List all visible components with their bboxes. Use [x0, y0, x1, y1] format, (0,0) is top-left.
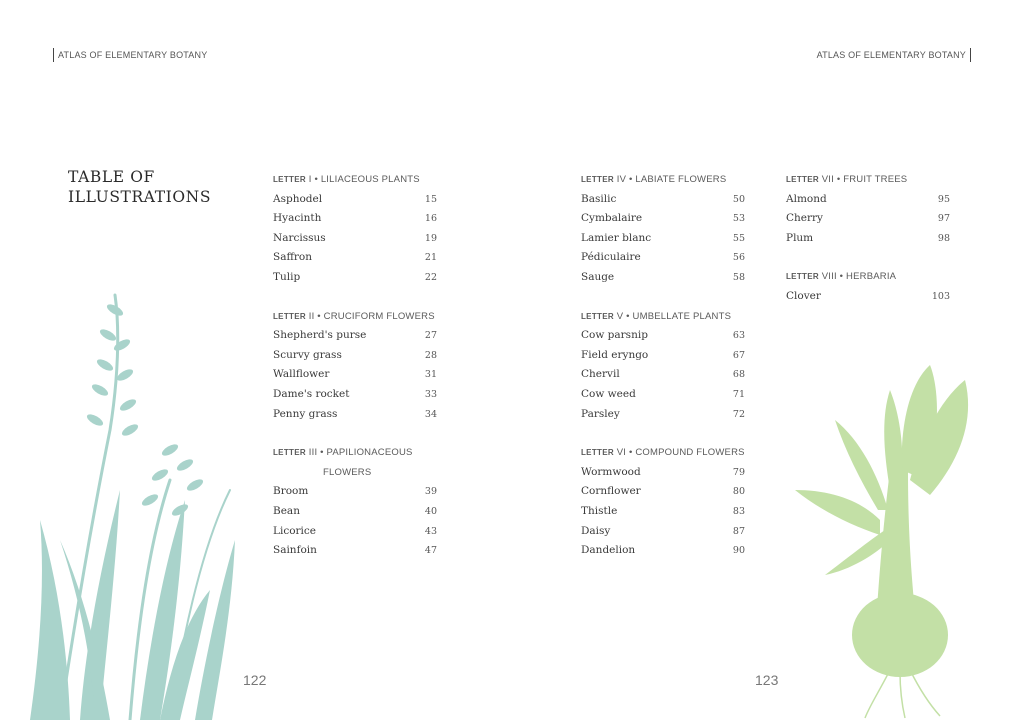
letter-numeral: V — [616, 310, 624, 322]
entry-name: Dandelion — [581, 544, 636, 557]
letter-numeral: I — [308, 174, 312, 185]
toc-entry[interactable] — [581, 482, 745, 502]
grass-spikelet — [140, 492, 160, 508]
toc-entry[interactable] — [786, 287, 950, 307]
entry-name: Thistle — [581, 504, 618, 517]
toc-section — [581, 443, 745, 561]
section-name: COMPOUND FLOWERS — [635, 447, 745, 459]
toc-column-3 — [786, 170, 950, 326]
running-head-right: ATLAS OF ELEMENTARY BOTANY — [817, 48, 971, 62]
entry-name: Penny grass — [273, 407, 338, 420]
toc-section — [273, 443, 437, 561]
grass-spikelet — [98, 327, 118, 343]
entry-name: Lamier blanc — [581, 231, 652, 244]
page-number-right: 123 — [755, 672, 779, 688]
entry-page-number: 27 — [424, 330, 437, 342]
entry-name: Cornflower — [581, 485, 641, 498]
letter-label: LETTER — [786, 175, 819, 184]
toc-column-2 — [581, 170, 745, 580]
entry-name: Almond — [786, 192, 827, 205]
entry-page-number: 21 — [424, 252, 437, 264]
letter-numeral: VII — [821, 174, 834, 185]
toc-entry[interactable] — [273, 326, 437, 346]
entry-name: Licorice — [273, 524, 317, 537]
entry-page-number: 71 — [732, 388, 745, 400]
section-heading: LETTER III • PAPILIONACEOUS FLOWERS — [273, 443, 437, 482]
toc-section — [581, 170, 745, 288]
section-name: CRUCIFORM FLOWERS — [323, 310, 435, 322]
grass-spikelet — [160, 442, 180, 458]
toc-section — [273, 170, 437, 288]
entry-page-number: 97 — [937, 213, 950, 225]
section-name: UMBELLATE PLANTS — [632, 310, 732, 322]
entry-page-number: 43 — [424, 525, 437, 537]
toc-entry[interactable] — [581, 405, 745, 425]
toc-entry[interactable] — [273, 482, 437, 502]
entry-name: Chervil — [581, 368, 620, 381]
section-heading: LETTER V • UMBELLATE PLANTS — [581, 310, 732, 322]
toc-entry[interactable] — [786, 229, 950, 249]
toc-entry[interactable] — [273, 541, 437, 561]
entry-page-number: 80 — [732, 486, 745, 498]
grass-spikelet — [185, 477, 205, 493]
entry-page-number: 31 — [424, 369, 437, 381]
entry-name: Cherry — [786, 212, 823, 225]
toc-entry[interactable] — [581, 502, 745, 522]
entry-page-number: 83 — [732, 505, 745, 517]
entry-name: Saffron — [273, 251, 313, 264]
page-title: TABLE OF ILLUSTRATIONS — [68, 168, 212, 206]
letter-label: LETTER — [581, 311, 614, 321]
section-heading: LETTER VIII • HERBARIA — [786, 271, 897, 283]
section-name-continued: FLOWERS — [323, 466, 372, 478]
entry-name: Asphodel — [273, 192, 323, 205]
entry-name: Bean — [273, 504, 300, 517]
toc-section — [273, 307, 437, 425]
entry-name: Scurvy grass — [273, 348, 342, 361]
toc-entry[interactable] — [581, 346, 745, 366]
entry-page-number: 103 — [931, 290, 950, 302]
toc-entry[interactable] — [273, 248, 437, 268]
toc-entry[interactable] — [273, 385, 437, 405]
toc-section — [786, 170, 950, 248]
entry-name: Clover — [786, 289, 821, 302]
entry-page-number: 68 — [732, 369, 745, 381]
letter-numeral: IV — [616, 174, 627, 185]
grass-spikelet — [175, 457, 195, 473]
entry-page-number: 53 — [732, 213, 745, 225]
section-name: FRUIT TREES — [843, 174, 908, 185]
entry-page-number: 58 — [732, 271, 745, 283]
letter-numeral: II — [308, 310, 315, 322]
section-heading: LETTER II • CRUCIFORM FLOWERS — [273, 310, 435, 322]
toc-entry[interactable] — [581, 541, 745, 561]
entry-page-number: 34 — [424, 408, 437, 420]
bulb-plant-illustration — [790, 360, 990, 720]
letter-label: LETTER — [786, 272, 819, 282]
toc-entry[interactable] — [273, 365, 437, 385]
toc-entry[interactable] — [273, 268, 437, 288]
grass-spikelet — [170, 502, 190, 518]
toc-entry[interactable] — [786, 209, 950, 229]
toc-entry[interactable] — [786, 190, 950, 210]
entry-page-number: 33 — [424, 388, 437, 400]
toc-entry[interactable] — [581, 229, 745, 249]
section-heading: LETTER IV • LABIATE FLOWERS — [581, 174, 727, 185]
section-name: LILIACEOUS PLANTS — [320, 174, 420, 185]
entry-page-number: 63 — [732, 330, 745, 342]
entry-name: Cymbalaire — [581, 212, 643, 225]
entry-name: Parsley — [581, 407, 620, 420]
entry-name: Shepherd's purse — [273, 329, 367, 342]
entry-page-number: 72 — [732, 408, 745, 420]
grass-spikelet — [90, 382, 110, 398]
entry-name: Dame's rocket — [273, 387, 350, 400]
toc-entry[interactable] — [273, 346, 437, 366]
entry-page-number: 50 — [732, 193, 745, 205]
entry-page-number: 55 — [732, 232, 745, 244]
toc-entry[interactable] — [581, 248, 745, 268]
entry-page-number: 56 — [732, 252, 745, 264]
toc-entry[interactable] — [581, 522, 745, 542]
entry-name: Field eryngo — [581, 348, 649, 361]
letter-label: LETTER — [273, 311, 306, 321]
entry-name: Narcissus — [273, 231, 326, 244]
entry-name: Wormwood — [581, 465, 641, 478]
section-name: LABIATE FLOWERS — [635, 174, 727, 185]
section-name: PAPILIONACEOUS — [326, 447, 413, 459]
toc-column-1 — [273, 170, 437, 580]
toc-entry[interactable] — [581, 268, 745, 288]
entry-page-number: 16 — [424, 213, 437, 225]
toc-section — [786, 267, 950, 306]
grass-illustration — [20, 290, 240, 720]
toc-section — [581, 307, 745, 425]
toc-entry[interactable] — [581, 326, 745, 346]
toc-entry[interactable] — [581, 365, 745, 385]
toc-entry[interactable] — [273, 190, 437, 210]
entry-page-number: 90 — [732, 545, 745, 557]
entry-page-number: 19 — [424, 232, 437, 244]
entry-page-number: 40 — [424, 505, 437, 517]
entry-name: Plum — [786, 231, 814, 244]
entry-page-number: 28 — [424, 349, 437, 361]
entry-name: Pédiculaire — [581, 251, 641, 264]
entry-name: Basilic — [581, 192, 617, 205]
toc-entry[interactable] — [273, 209, 437, 229]
entry-page-number: 47 — [424, 545, 437, 557]
section-heading: LETTER VII • FRUIT TREES — [786, 174, 908, 185]
letter-label: LETTER — [581, 448, 614, 458]
entry-page-number: 79 — [732, 466, 745, 478]
entry-name: Tulip — [273, 270, 301, 283]
entry-page-number: 95 — [937, 193, 950, 205]
page-number-left: 122 — [243, 672, 267, 688]
letter-numeral: VI — [616, 447, 627, 459]
entry-name: Wallflower — [273, 368, 330, 381]
toc-entry[interactable] — [581, 209, 745, 229]
grass-spikelet — [120, 422, 140, 438]
letter-label: LETTER — [273, 175, 306, 184]
letter-label: LETTER — [581, 175, 614, 184]
grass-spikelet — [118, 397, 138, 413]
entry-name: Hyacinth — [273, 212, 322, 225]
entry-name: Broom — [273, 485, 309, 498]
toc-entry[interactable] — [581, 385, 745, 405]
grass-spikelet — [150, 467, 170, 483]
entry-page-number: 39 — [424, 486, 437, 498]
section-heading: LETTER I • LILIACEOUS PLANTS — [273, 174, 420, 185]
section-name: HERBARIA — [846, 271, 897, 283]
grass-spikelet — [95, 357, 115, 373]
entry-page-number: 98 — [937, 232, 950, 244]
entry-page-number: 67 — [732, 349, 745, 361]
letter-label: LETTER — [273, 448, 306, 458]
letter-numeral: VIII — [821, 271, 837, 283]
toc-entry[interactable] — [273, 522, 437, 542]
entry-name: Sauge — [581, 270, 615, 283]
entry-name: Cow weed — [581, 387, 636, 400]
entry-name: Cow parsnip — [581, 329, 648, 342]
entry-name: Daisy — [581, 524, 611, 537]
entry-page-number: 87 — [732, 525, 745, 537]
grass-spikelet — [85, 412, 105, 428]
letter-numeral: III — [308, 447, 318, 459]
toc-entry[interactable] — [273, 502, 437, 522]
running-head-left: ATLAS OF ELEMENTARY BOTANY — [53, 48, 207, 62]
section-heading: LETTER VI • COMPOUND FLOWERS — [581, 447, 745, 459]
entry-name: Sainfoin — [273, 544, 317, 557]
entry-page-number: 22 — [424, 271, 437, 283]
toc-entry[interactable] — [581, 463, 745, 483]
toc-entry[interactable] — [273, 405, 437, 425]
entry-page-number: 15 — [424, 193, 437, 205]
toc-entry[interactable] — [581, 190, 745, 210]
toc-entry[interactable] — [273, 229, 437, 249]
